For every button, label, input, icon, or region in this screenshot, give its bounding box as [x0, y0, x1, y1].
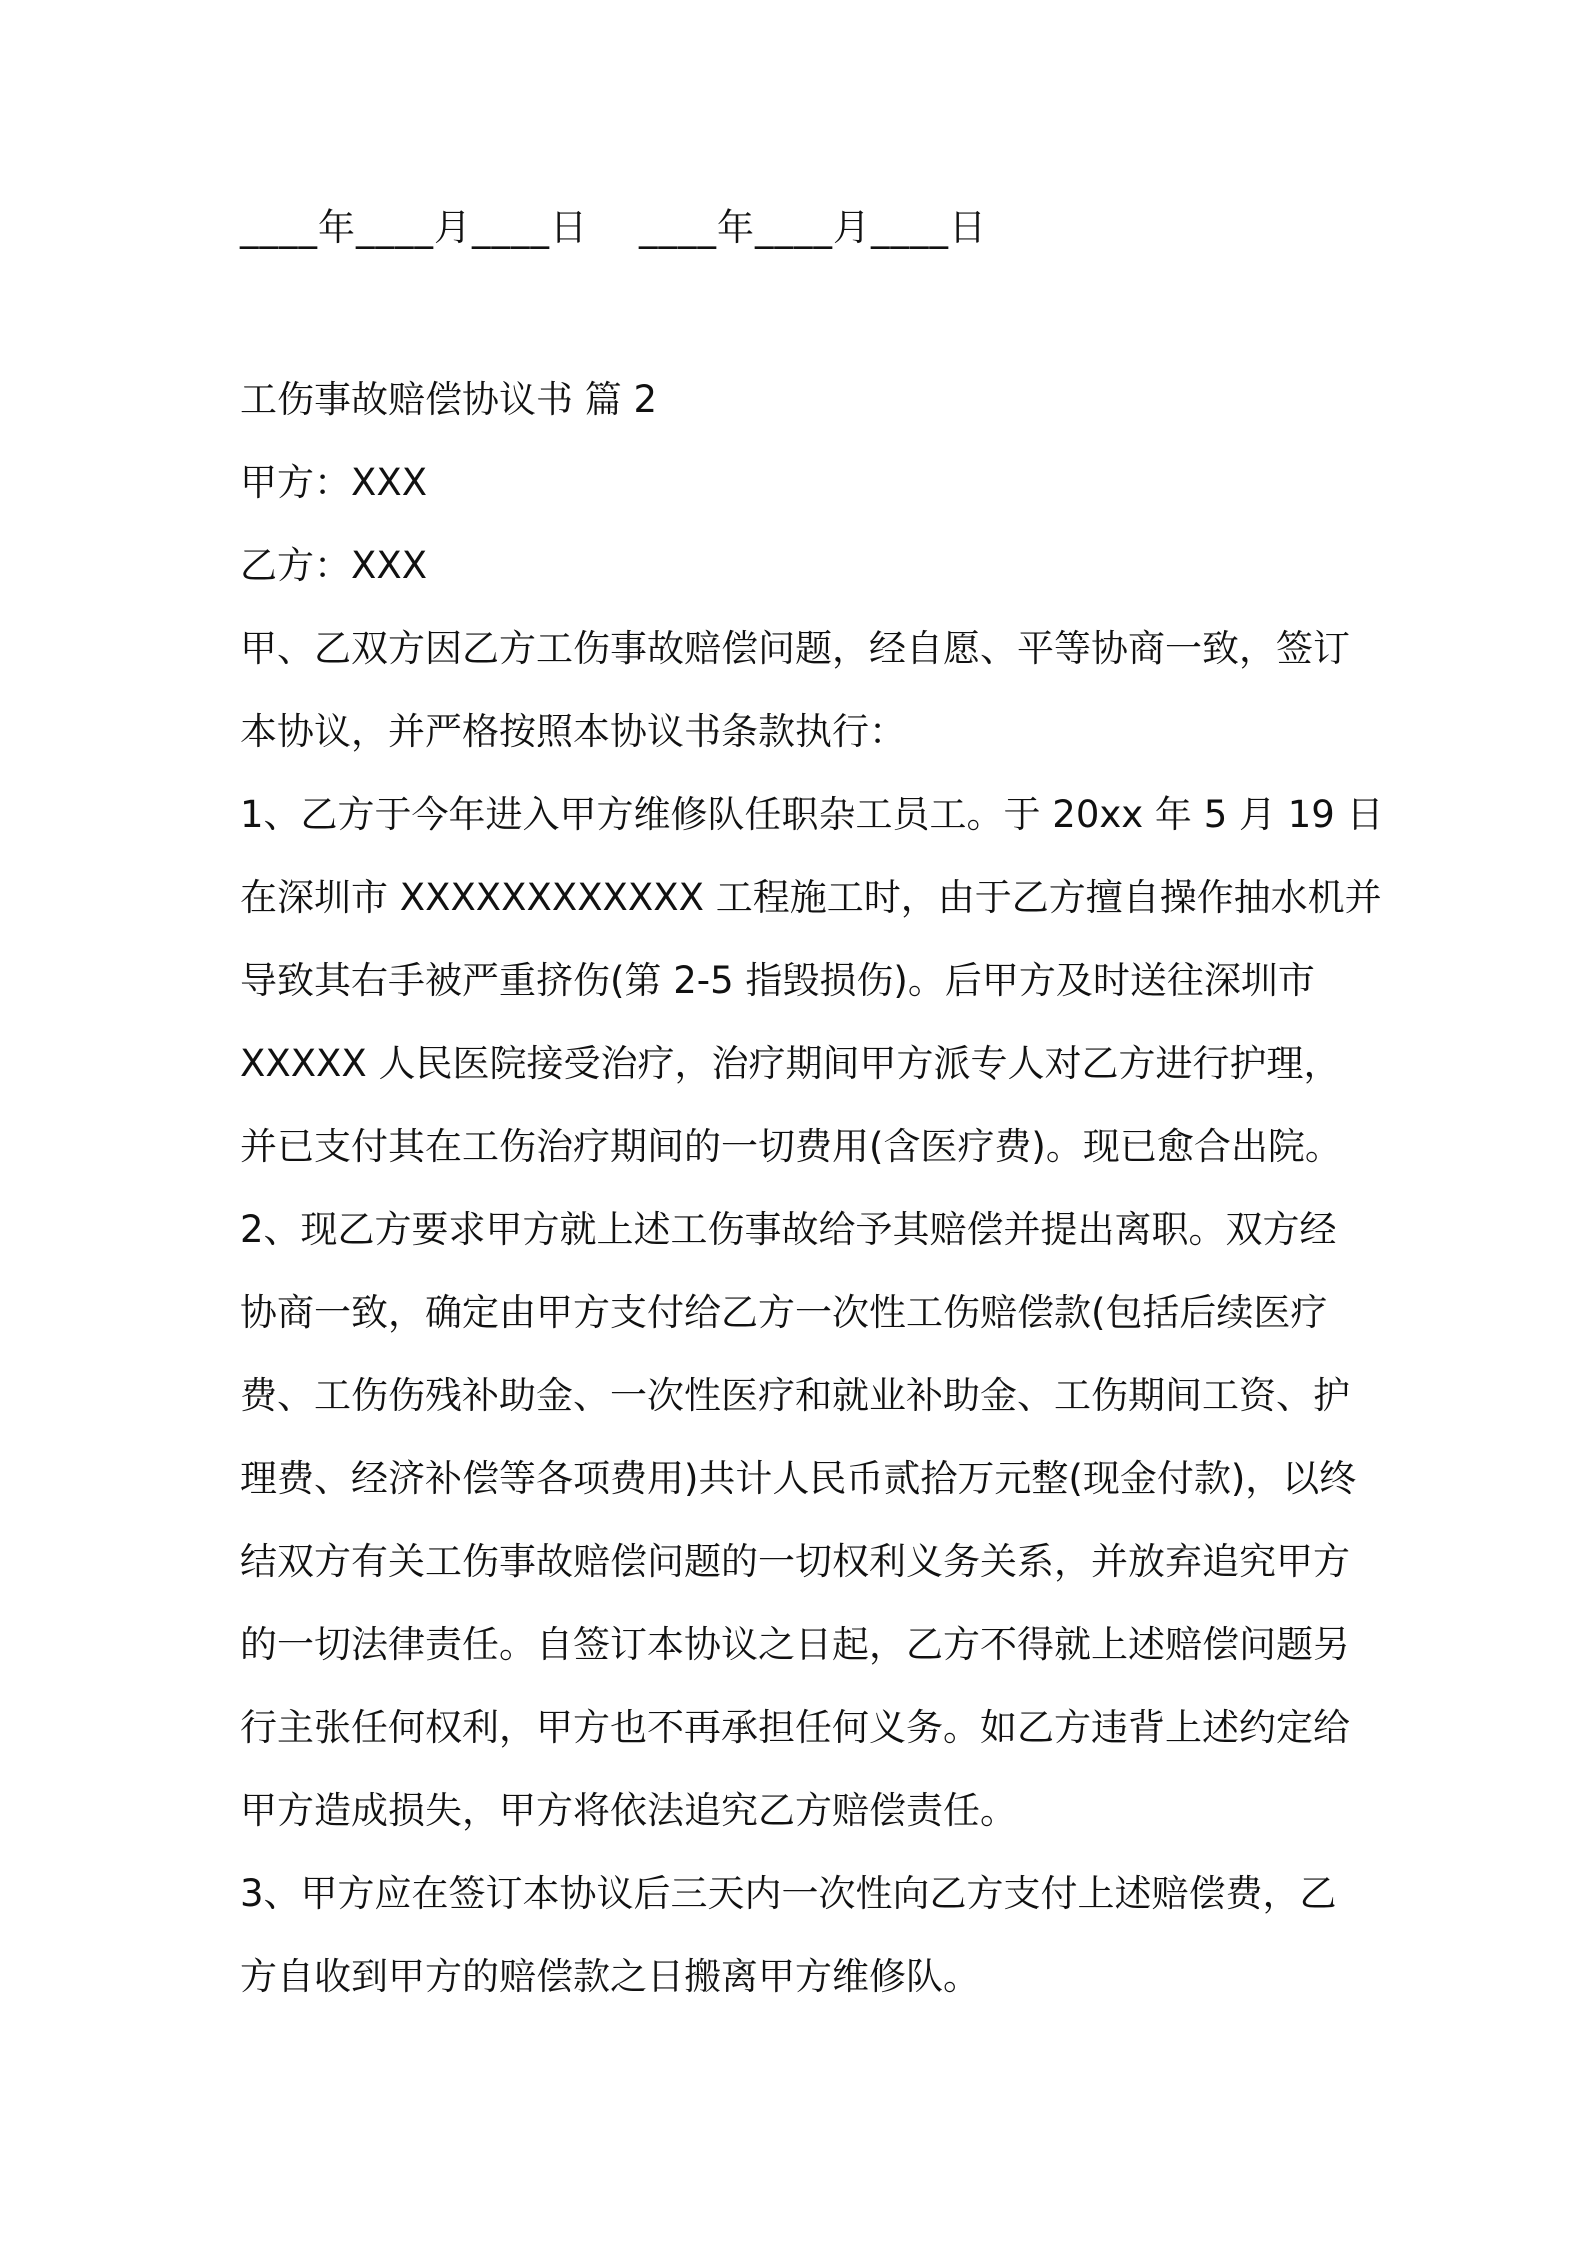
clause-1-line: 1、乙方于今年进入甲方维修队任职杂工员工。于 20xx 年 5 月 19 日 [240, 793, 1384, 836]
clause-3-line: 3、甲方应在签订本协议后三天内一次性向乙方支付上述赔偿费，乙 [240, 1872, 1337, 1915]
intro-line: 甲、乙双方因乙方工伤事故赔偿问题，经自愿、平等协商一致，签订 [240, 627, 1350, 670]
party-a: 甲方：XXX [240, 461, 428, 504]
agreement-body [240, 358, 1384, 2018]
clause-1-line: XXXXX 人民医院接受治疗，治疗期间甲方派专人对乙方进行护理， [240, 1042, 1341, 1085]
clause-2-line: 2、现乙方要求甲方就上述工伤事故给予其赔偿并提出离职。双方经 [240, 1208, 1337, 1251]
clause-3-line: 方自收到甲方的赔偿款之日搬离甲方维修队。 [240, 1955, 980, 1998]
clause-2-line: 理费、经济补偿等各项费用)共计人民币贰拾万元整(现金付款)，以终 [240, 1457, 1357, 1500]
agreement-title: 工伤事故赔偿协议书 篇 2 [240, 378, 658, 421]
clause-2-line: 的一切法律责任。自签订本协议之日起，乙方不得就上述赔偿问题另 [240, 1623, 1350, 1666]
signature-date-line: ____年____月____日 ____年____月____日 [240, 206, 988, 249]
clause-2-line: 甲方造成损失，甲方将依法追究乙方赔偿责任。 [240, 1789, 1017, 1832]
clause-2-line: 结双方有关工伤事故赔偿问题的一切权利义务关系，并放弃追究甲方 [240, 1540, 1350, 1583]
clause-1-line: 导致其右手被严重挤伤(第 2-5 指毁损伤)。后甲方及时送往深圳市 [240, 959, 1315, 1002]
clause-2-line: 费、工伤伤残补助金、一次性医疗和就业补助金、工伤期间工资、护 [240, 1374, 1350, 1417]
intro-line: 本协议，并严格按照本协议书条款执行： [240, 710, 906, 753]
party-b: 乙方：XXX [240, 544, 428, 587]
clause-1-line: 并已支付其在工伤治疗期间的一切费用(含医疗费)。现已愈合出院。 [240, 1125, 1342, 1168]
clause-2-line: 协商一致，确定由甲方支付给乙方一次性工伤赔偿款(包括后续医疗 [240, 1291, 1328, 1334]
clause-2-line: 行主张任何权利，甲方也不再承担任何义务。如乙方违背上述约定给 [240, 1706, 1350, 1749]
clause-1-line: 在深圳市 XXXXXXXXXXXX 工程施工时，由于乙方擅自操作抽水机并 [240, 876, 1382, 919]
